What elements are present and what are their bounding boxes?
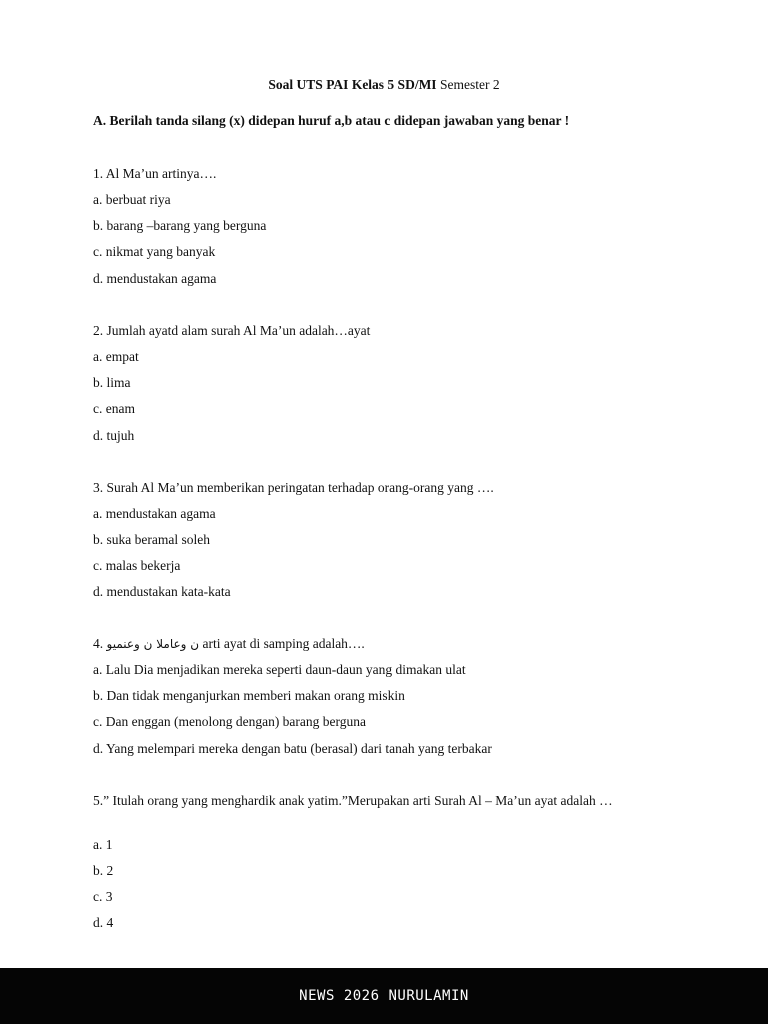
title-bold: Soal UTS PAI Kelas 5 SD/MI <box>268 77 437 92</box>
question-5-option-c: c. 3 <box>93 889 113 904</box>
question-4 <box>93 635 365 653</box>
question-1-option-d: d. mendustakan agama <box>93 271 217 286</box>
question-3-option-d: d. mendustakan kata-kata <box>93 584 231 599</box>
question-2-option-c: c. enam <box>93 401 135 416</box>
question-2-option-d: d. tujuh <box>93 428 135 443</box>
question-5: 5.” Itulah orang yang menghardik anak yatim.”Merupakan arti Surah Al – Ma’un ayat adalah … <box>93 793 613 808</box>
question-5-option-d: d. 4 <box>93 915 114 930</box>
question-1: 1. Al Ma’un artinya…. <box>93 166 217 181</box>
question-4-number: 4. <box>93 636 107 651</box>
question-4-arabic-verse: ن وعاملا ن وعنميو <box>106 637 200 651</box>
question-1-option-a: a. berbuat riya <box>93 192 171 207</box>
question-2-option-a: a. empat <box>93 349 139 364</box>
question-3-option-a: a. mendustakan agama <box>93 506 216 521</box>
instruction-text: A. Berilah tanda silang (x) didepan huruf a,b atau c didepan jawaban yang benar ! <box>93 113 570 128</box>
question-5-option-b: b. 2 <box>93 863 114 878</box>
question-4-option-a: a. Lalu Dia menjadikan mereka seperti daun-daun yang dimakan ulat <box>93 662 466 677</box>
question-2-option-b: b. lima <box>93 375 131 390</box>
question-4-option-d: d. Yang melempari mereka dengan batu (berasal) dari tanah yang terbakar <box>93 741 492 756</box>
question-1-option-c: c. nikmat yang banyak <box>93 244 216 259</box>
question-3-option-c: c. malas bekerja <box>93 558 181 573</box>
question-3: 3. Surah Al Ma’un memberikan peringatan terhadap orang-orang yang …. <box>93 480 494 495</box>
question-5-option-a: a. 1 <box>93 837 113 852</box>
question-4-text: arti ayat di samping adalah…. <box>199 636 365 651</box>
question-2: 2. Jumlah ayatd alam surah Al Ma’un adalah…ayat <box>93 323 371 338</box>
footer-watermark: NEWS 2026 NURULAMIN <box>299 988 469 1004</box>
title-rest: Semester 2 <box>436 77 500 92</box>
question-1-option-b: b. barang –barang yang berguna <box>93 218 267 233</box>
question-4-option-b: b. Dan tidak menganjurkan memberi makan orang miskin <box>93 688 405 703</box>
document-title <box>0 77 768 93</box>
footer-bar <box>0 968 768 1024</box>
question-4-option-c: c. Dan enggan (menolong dengan) barang berguna <box>93 714 367 729</box>
question-3-option-b: b. suka beramal soleh <box>93 532 210 547</box>
